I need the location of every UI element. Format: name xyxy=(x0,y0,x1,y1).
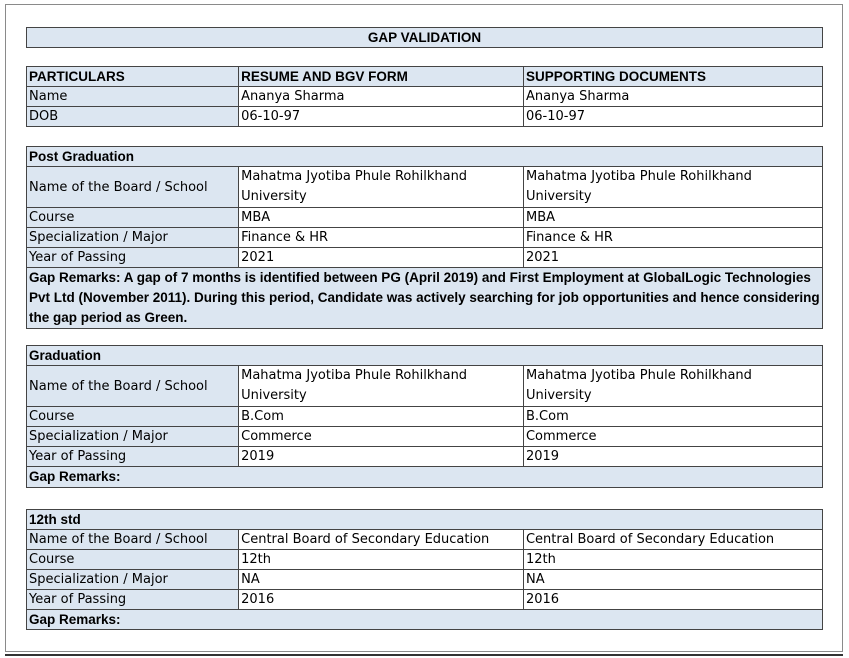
xii-course-support: 12th xyxy=(523,550,822,570)
dob-resume: 06-10-97 xyxy=(239,107,524,127)
page-title: GAP VALIDATION xyxy=(27,28,823,48)
xii-year-support: 2016 xyxy=(523,590,822,610)
pg-year-support: 2021 xyxy=(523,248,822,268)
post-graduation-table xyxy=(26,146,823,329)
grad-gap-remarks: Gap Remarks: xyxy=(27,467,823,488)
grad-spec-support: Commerce xyxy=(523,427,822,447)
grad-spec-label: Specialization / Major xyxy=(27,427,239,447)
grad-spec-resume: Commerce xyxy=(239,427,524,447)
pg-board-support: Mahatma Jyotiba Phule Rohilkhand University xyxy=(523,167,822,208)
name-resume: Ananya Sharma xyxy=(239,87,524,107)
xii-course-resume: 12th xyxy=(239,550,524,570)
pg-year-resume: 2021 xyxy=(239,248,524,268)
grad-course-resume: B.Com xyxy=(239,407,524,427)
xii-year-resume: 2016 xyxy=(239,590,524,610)
dob-support: 06-10-97 xyxy=(523,107,822,127)
pg-course-label: Course xyxy=(27,208,239,228)
pg-gap-remarks: Gap Remarks: A gap of 7 months is identified between PG (April 2019) and First Employment at GlobalLogic Technologies Pvt Ltd (November 2011). During this period, Candidate was actively searching for job opportunities and hence considering the gap period as Green. xyxy=(27,268,823,329)
name-support: Ananya Sharma xyxy=(523,87,822,107)
xii-board-label: Name of the Board / School xyxy=(27,530,239,550)
xii-board-resume: Central Board of Secondary Education xyxy=(239,530,524,550)
graduation-table xyxy=(26,345,823,488)
grad-year-support: 2019 xyxy=(523,447,822,467)
pg-spec-label: Specialization / Major xyxy=(27,228,239,248)
pg-course-support: MBA xyxy=(523,208,822,228)
xii-gap-remarks: Gap Remarks: xyxy=(27,610,823,630)
name-label: Name xyxy=(27,87,239,107)
personal-table xyxy=(26,66,823,127)
pg-spec-support: Finance & HR xyxy=(523,228,822,248)
xii-course-label: Course xyxy=(27,550,239,570)
grad-course-label: Course xyxy=(27,407,239,427)
xii-year-label: Year of Passing xyxy=(27,590,239,610)
pg-board-resume: Mahatma Jyotiba Phule Rohilkhand University xyxy=(239,167,524,208)
pg-board-label: Name of the Board / School xyxy=(27,167,239,208)
dob-label: DOB xyxy=(27,107,239,127)
twelfth-heading: 12th std xyxy=(27,510,823,530)
grad-year-resume: 2019 xyxy=(239,447,524,467)
graduation-heading: Graduation xyxy=(27,346,823,366)
grad-year-label: Year of Passing xyxy=(27,447,239,467)
post-graduation-heading: Post Graduation xyxy=(27,147,823,167)
pg-spec-resume: Finance & HR xyxy=(239,228,524,248)
header-resume: RESUME AND BGV FORM xyxy=(239,67,524,87)
grad-course-support: B.Com xyxy=(523,407,822,427)
xii-spec-support: NA xyxy=(523,570,822,590)
xii-spec-resume: NA xyxy=(239,570,524,590)
title-table xyxy=(26,27,823,48)
bottom-divider xyxy=(5,654,843,656)
twelfth-table xyxy=(26,509,823,630)
header-particulars: PARTICULARS xyxy=(27,67,239,87)
grad-board-label: Name of the Board / School xyxy=(27,366,239,407)
xii-board-support: Central Board of Secondary Education xyxy=(523,530,822,550)
pg-year-label: Year of Passing xyxy=(27,248,239,268)
header-supporting: SUPPORTING DOCUMENTS xyxy=(523,67,822,87)
pg-course-resume: MBA xyxy=(239,208,524,228)
xii-spec-label: Specialization / Major xyxy=(27,570,239,590)
grad-board-resume: Mahatma Jyotiba Phule Rohilkhand University xyxy=(239,366,524,407)
grad-board-support: Mahatma Jyotiba Phule Rohilkhand University xyxy=(523,366,822,407)
